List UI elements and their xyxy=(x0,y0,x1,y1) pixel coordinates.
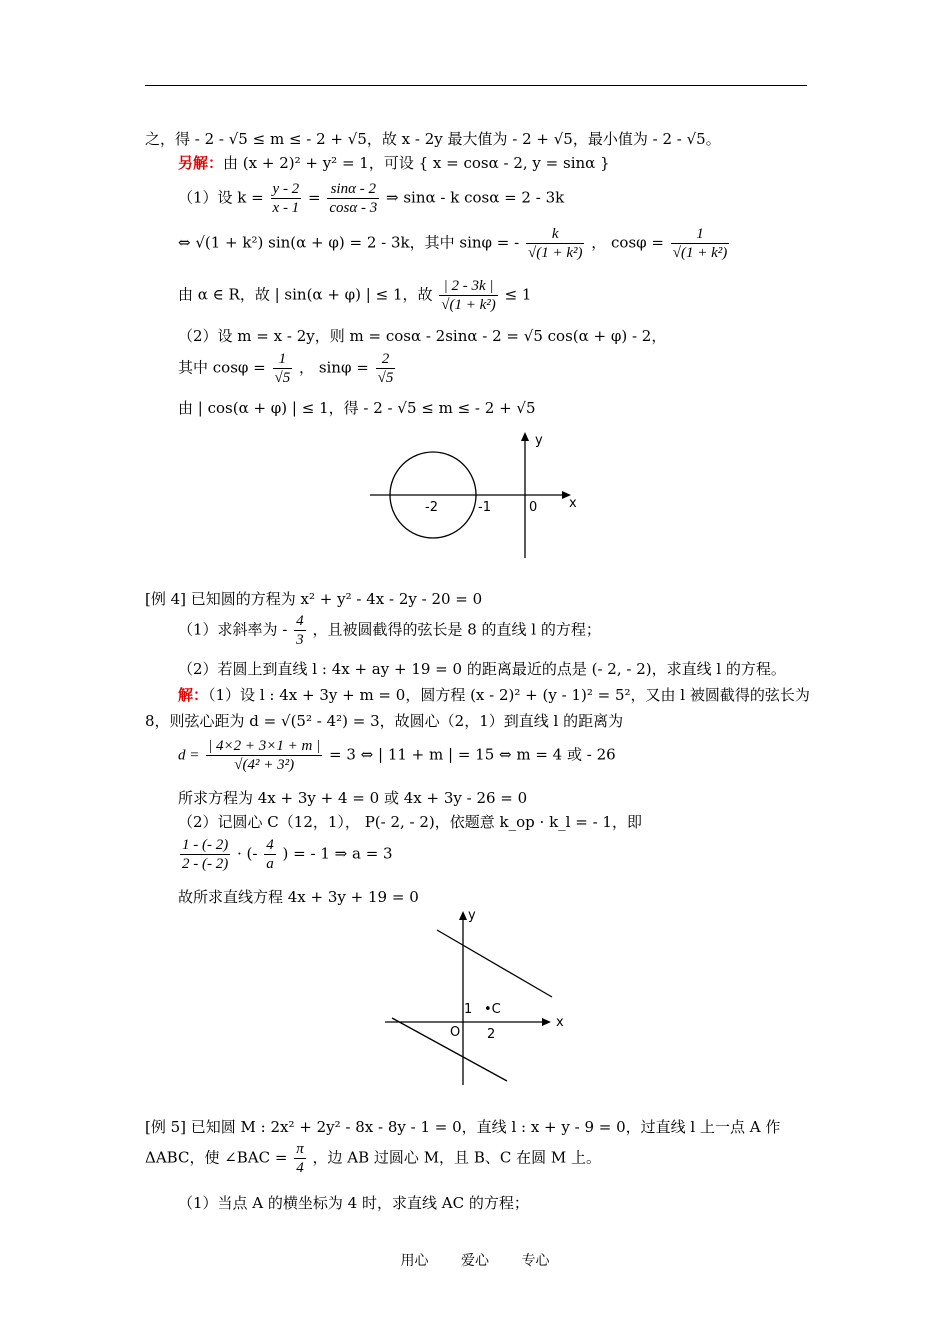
text-line: （2）设 m = x - 2y，则 m = cosα - 2sinα - 2 = √5 cos(α + φ) - 2， xyxy=(178,327,667,345)
text-line: [例 4] 已知圆的方程为 x² + y² - 4x - 2y - 20 = 0 xyxy=(145,590,483,608)
text-line: 故所求直线方程 4x + 3y + 19 = 0 xyxy=(178,888,419,906)
text-line: 由 | cos(α + φ) | ≤ 1，得 - 2 - √5 ≤ m ≤ - 2 + √5 xyxy=(178,399,536,417)
origin-label: 0 xyxy=(529,500,538,515)
x-arrow-icon xyxy=(542,1018,551,1026)
tick-label: 2 xyxy=(487,1027,496,1042)
x-label: x xyxy=(556,1015,564,1030)
text-line: （2）若圆上到直线 l : 4x + ay + 19 = 0 的距离最近的点是 (- 2, - 2)，求直线 l 的方程。 xyxy=(178,660,786,678)
tick-label: -2 xyxy=(425,500,438,515)
formula-line: 其中 cosφ = $\frac{1}{√5}$ ， sinφ = $\frac{2}{√5}$ xyxy=(178,351,394,386)
line-upper xyxy=(437,930,552,997)
header-rule xyxy=(145,85,807,86)
x-label: x xyxy=(569,496,577,511)
text-line: 另解：由 (x + 2)² + y² = 1，可设 { x = cosα - 2, y = sinα } xyxy=(178,154,610,172)
tick-label: -1 xyxy=(478,500,491,515)
text-line: 8，则弦心距为 d = √(5² - 4²) = 3，故圆心（2，1）到直线 l 的距离为 xyxy=(145,712,624,730)
text-line: [例 5] 已知圆 M : 2x² + 2y² - 8x - 8y - 1 = 0，直线 l : x + y - 9 = 0，过直线 l 上一点 A 作 xyxy=(145,1118,781,1136)
footer xyxy=(0,1250,950,1270)
formula-line: ΔABC，使 ∠BAC = $\frac{\pi}{4}$ ，边 AB 过圆心 M，且 B、C 在圆 M 上。 xyxy=(145,1141,601,1176)
footer-text: 专心 xyxy=(521,1253,550,1269)
text-line: 所求方程为 4x + 3y + 4 = 0 或 4x + 3y - 26 = 0 xyxy=(178,789,528,807)
formula-line: $\frac{1 - (- 2)}{2 - (- 2)}$ · (- $\frac{4}{a}$ ) = - 1 ⇒ a = 3 xyxy=(182,837,393,872)
formula-line: d = $\frac{| 4\times 2 + 3\times 1 + m |}{\text{√(4² + 3²)}}$ = 3 ⇔ | 11 + m | = 15 ⇔ m = 4 或 - 26 xyxy=(178,738,616,773)
figure-circle xyxy=(365,430,585,565)
y-arrow-icon xyxy=(459,911,467,920)
y-label: y xyxy=(535,433,543,448)
formula-line: ⇔ √(1 + k²) sin(α + φ) = 2 - 3k，其中 sinφ = - $\frac{k}{\text{√(1 + k²)}}$ ， cosφ = $\frac{1}{\text{√(1 + k²)}}$ xyxy=(178,226,728,261)
formula-line: 由 α ∈ R，故 | sin(α + φ) | ≤ 1，故 $\frac{| 2 - 3k |}{\text{√(1 + k²)}}$ ≤ 1 xyxy=(178,278,532,313)
figure-lines xyxy=(380,905,580,1090)
text-line: （1）当点 A 的横坐标为 4 时，求直线 AC 的方程； xyxy=(178,1194,529,1212)
formula-line: （1）设 k = $\frac{y - 2}{x - 1}$ = $\frac{\sin\alpha - 2}{\cos\alpha - 3}$ ⇒ sinα - k cosα = 2 - 3k xyxy=(178,181,565,216)
origin-label: O xyxy=(450,1025,461,1040)
text-line: 之，得 - 2 - √5 ≤ m ≤ - 2 + √5，故 x - 2y 最大值为 - 2 + √5，最小值为 - 2 - √5。 xyxy=(145,130,721,148)
tick-label: 1 xyxy=(464,1002,473,1017)
y-label: y xyxy=(468,908,476,923)
formula-line: （1）求斜率为 - $\frac{4}{3}$ ，且被圆截得的弦长是 8 的直线 l 的方程； xyxy=(178,613,601,648)
footer-text: 用心 xyxy=(400,1253,429,1269)
footer-text: 爱心 xyxy=(461,1253,489,1269)
text-line: 解：（1）设 l : 4x + 3y + m = 0，圆方程 (x - 2)² + (y - 1)² = 5²，又由 l 被圆截得的弦长为 xyxy=(178,686,810,704)
text-line: （2）记圆心 C（12，1）， P(- 2, - 2)，依题意 k_op · k_l = - 1，即 xyxy=(178,813,642,831)
point-c: •C xyxy=(484,1002,501,1017)
y-arrow-icon xyxy=(521,432,529,441)
